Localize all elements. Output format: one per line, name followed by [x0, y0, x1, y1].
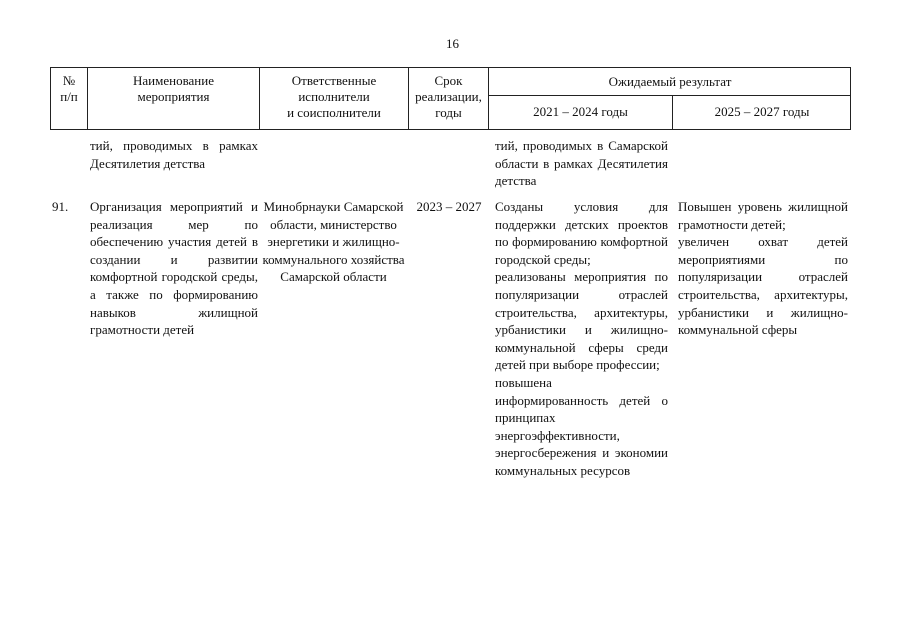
- header-name: [88, 68, 260, 130]
- header-expected-2021-2024: 2021 – 2024 годы: [489, 96, 673, 130]
- continued-row-result-2021: тий, проводимых в Самарской области в рамках Десятилетия детства: [495, 138, 668, 189]
- row-91-name: Организация мероприятий и реализация мер по обеспечению участия детей в создании и развитии комфортной городской среды, а также по формированию навыков жилищной грамотности детей: [90, 199, 258, 338]
- header-responsible-line-1: Ответственные: [291, 73, 377, 88]
- row-91-period: 2023 – 2027: [416, 199, 482, 214]
- header-period-line-1: Срок: [434, 73, 463, 88]
- row-91-result-2025: [678, 198, 848, 339]
- header-name-line-1: Наименование: [133, 73, 214, 88]
- table-header: [50, 67, 851, 130]
- row-91-result-2021-item-3: повышена информированность детей о принципах энергоэффективности, энергосбережения и экономии коммунальных ресурсов: [495, 374, 668, 478]
- row-91-responsible: Минобрнауки Самарской области, министерство энергетики и жилищно-коммунального хозяйства Самарской области: [262, 199, 405, 285]
- header-period: [409, 68, 489, 130]
- header-responsible-line-3: и соисполнители: [287, 105, 381, 120]
- header-number-line-1: №: [62, 73, 76, 88]
- row-91-result-2021: [495, 198, 668, 480]
- header-number: [51, 68, 88, 130]
- header-expected-result: [489, 68, 851, 130]
- header-expected-title: Ожидаемый результат: [489, 68, 851, 96]
- header-name-line-2: мероприятия: [137, 89, 210, 104]
- header-expected-2025-2027: 2025 – 2027 годы: [714, 104, 810, 119]
- row-91-number: 91.: [52, 199, 69, 214]
- page-number: 16: [446, 36, 459, 51]
- row-91-result-2025-item-1: Повышен уровень жилищной грамотности детей;: [678, 199, 848, 232]
- row-91-result-2021-item-1: Созданы условия для поддержки детских проектов по формированию комфортной городской среды;: [495, 199, 668, 267]
- row-91-result-2025-item-2: увеличен охват детей мероприятиями по популяризации отраслей строительства, архитектуры, урбанистики и жилищно-коммунальной сферы: [678, 234, 848, 338]
- header-number-line-2: п/п: [60, 89, 78, 104]
- header-period-line-3: годы: [435, 105, 462, 120]
- header-responsible: [260, 68, 409, 130]
- continued-row-name: тий, проводимых в рамках Десятилетия детства: [90, 138, 258, 171]
- header-responsible-line-2: исполнители: [298, 89, 370, 104]
- header-period-line-2: реализации,: [415, 89, 482, 104]
- row-91-result-2021-item-2: реализованы мероприятия по популяризации отраслей строительства, архитектуры, урбанистики и жилищно-коммунальной сферы среди детей при выборе профессии;: [495, 269, 668, 373]
